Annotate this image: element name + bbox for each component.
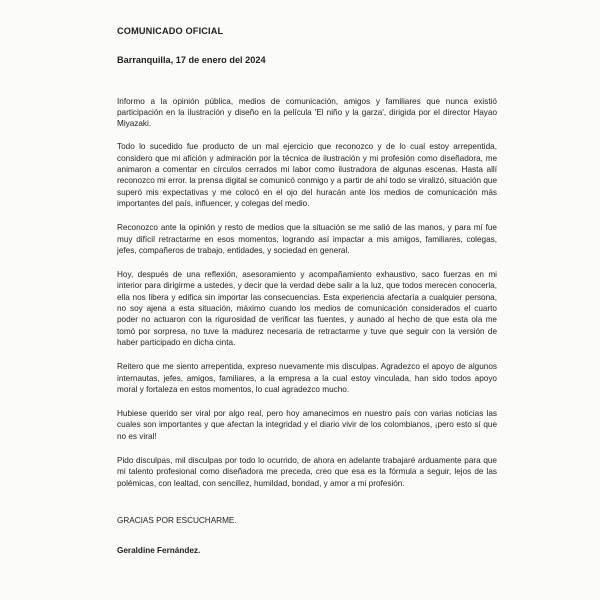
- document-heading: COMUNICADO OFICIAL: [117, 26, 224, 36]
- letter-body: [117, 26, 497, 557]
- paragraph-6: Hubiese querido ser viral por algo real, pero hoy amanecimos en nuestro país con varias noticias las cuales son importantes y que afectan la integridad y el diario vivir de los colombianos, ¡pero esto sí que no es viral!: [117, 409, 497, 441]
- closing-line: GRACIAS POR ESCUCHARME.: [117, 515, 237, 525]
- paragraph-4: Hoy, después de una reflexión, asesoramiento y acompañamiento exhaustivo, saco fuerzas en mi interior para dirigirme a ustedes, y decir que la verdad debe salir a la luz, que todos merecen conocerla, ella nos libera y edifica sin importar las consecuencias. Esta experiencia afectaría a cualquier persona, no soy ajena a esta situación, máximo cuando los medios de comunicación considerados el cuarto poder no actuaron con la rigurosidad de verificar las fuentes, y aunado al hecho de que esta ola me tomó por sorpresa, no tuve la madurez necesaria de retractarme y tuve que seguir con la versión de haber participado en dicha cinta.: [117, 270, 497, 347]
- paragraph-2: Todo lo sucedido fue producto de un mal ejercicio que reconozco y de lo cual estoy arrepentida, considero que mi afición y admiración por la técnica de ilustración y mi profesión como diseñadora, me animaron a comentar en círculos cerrados mi labor como ilustradora de algunas escenas. Hasta allí reconozco mi error. la prensa digital se comunicó conmigo y a partir de ahí todo se viralizó, situación que superó mis expectativas y me colocó en el ojo del huracán ante los medios de comunicación más importantes del país, influencer, y colegas del medio.: [117, 142, 498, 208]
- paragraph-5: Reitero que me siento arrepentida, expreso nuevamente mis disculpas. Agradezco el apoyo de algunos internautas, jefes, amigos, familiares, a la empresa a la cual estoy vinculada, han sido todos apoyo moral y fortaleza en estos momentos, lo cual agradezco mucho.: [117, 362, 497, 394]
- paragraph-7: Pido disculpas, mil disculpas por todo lo ocurrido, de ahora en adelante trabajaré arduamente para que mi talento profesional como diseñadora me preceda, creo que esa es la fórmula a seguir, lejos de las polémicas, con lealtad, con sencillez, humildad, bondad, y amor a mi profesión.: [117, 456, 497, 488]
- dateline: Barranquilla, 17 de enero del 2024: [117, 55, 266, 66]
- paragraph-1: Informo a la opinión pública, medios de comunicación, amigos y familiares que nunca existió participación en la ilustración y diseño en la película 'El niño y la garza', dirigida por el director Hayao Miyazaki.: [117, 96, 497, 129]
- paragraph-3: Reconozco ante la opinión y resto de medios que la situación se me salió de las manos, y para mí fue muy difícil retractarme en esos momentos, logrando así impactar a mis amigos, familiares, colegas, jefes, compañeros de trabajo, entidades, y sociedad en general.: [117, 223, 497, 255]
- signature-name: Geraldine Fernández.: [117, 546, 201, 556]
